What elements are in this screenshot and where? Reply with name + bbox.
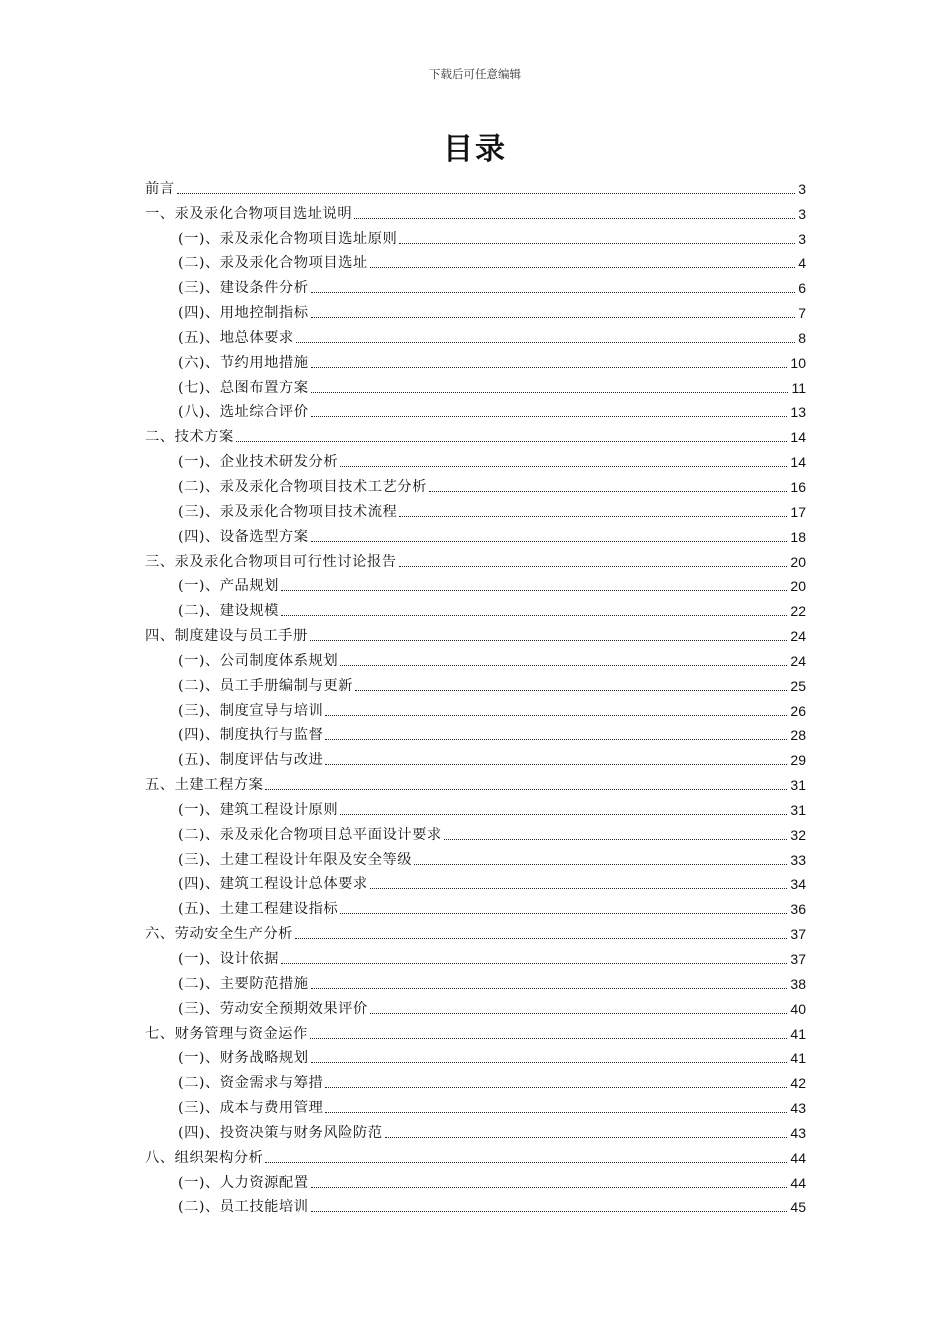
dot-leader <box>325 739 787 740</box>
toc-subentry[interactable] <box>145 1093 806 1118</box>
toc-subentry[interactable] <box>145 721 806 746</box>
toc-page-number: 29 <box>790 752 806 769</box>
toc-subentry[interactable] <box>145 845 806 870</box>
toc-page-number: 17 <box>790 503 806 520</box>
dot-leader <box>370 267 795 268</box>
dot-leader <box>295 938 787 939</box>
header-note: 下载后可任意编辑 <box>429 67 521 81</box>
toc-page-number: 41 <box>790 1025 806 1042</box>
toc-entry-text: (四)、用地控制指标 <box>178 305 309 322</box>
dot-leader <box>311 367 788 368</box>
dot-leader <box>414 864 787 865</box>
dot-leader <box>310 640 788 641</box>
toc-entry-text: (四)、建筑工程设计总体要求 <box>178 876 368 893</box>
dot-leader <box>311 1187 788 1188</box>
toc-entry-text: (五)、地总体要求 <box>178 329 294 346</box>
toc-entry-text: (二)、资金需求与筹措 <box>178 1075 324 1092</box>
toc-entry-text: (三)、劳动安全预期效果评价 <box>178 1000 368 1017</box>
dot-leader <box>311 317 796 318</box>
dot-leader <box>399 243 795 244</box>
toc-entry-text: (二)、员工技能培训 <box>178 1199 309 1216</box>
dot-leader <box>281 615 787 616</box>
toc-subentry[interactable] <box>145 1193 806 1218</box>
toc-entry[interactable] <box>145 199 806 224</box>
toc-entry[interactable] <box>145 621 806 646</box>
toc-page-number: 43 <box>790 1124 806 1141</box>
toc-page-number: 32 <box>790 826 806 843</box>
dot-leader <box>325 1112 787 1113</box>
dot-leader <box>311 541 788 542</box>
toc-entry-text: (三)、建设条件分析 <box>178 280 309 297</box>
toc-entry[interactable] <box>145 422 806 447</box>
toc-subentry[interactable] <box>145 398 806 423</box>
dot-leader <box>311 1062 788 1063</box>
toc-entry-text: (一)、设计依据 <box>178 951 279 967</box>
toc-page-number: 20 <box>790 553 806 570</box>
dot-leader <box>355 690 788 691</box>
toc-subentry[interactable] <box>145 373 806 398</box>
toc-subentry[interactable] <box>145 273 806 298</box>
toc-entry-text: (二)、汞及汞化合物项目总平面设计要求 <box>178 826 442 843</box>
dot-leader <box>444 839 788 840</box>
toc-subentry[interactable] <box>145 1118 806 1143</box>
dot-leader <box>325 1087 787 1088</box>
toc-subentry[interactable] <box>145 447 806 472</box>
toc-subentry[interactable] <box>145 994 806 1019</box>
dot-leader <box>311 292 796 293</box>
toc-entry-text: (三)、土建工程设计年限及安全等级 <box>178 851 413 868</box>
dot-leader <box>340 466 787 467</box>
dot-leader <box>340 665 787 666</box>
toc-entry[interactable] <box>145 174 806 199</box>
toc-entry[interactable] <box>145 770 806 795</box>
dot-leader <box>340 814 787 815</box>
toc-entry-text: (八)、选址综合评价 <box>178 404 309 421</box>
toc-entry[interactable] <box>145 1143 806 1168</box>
toc-entry-text: (六)、节约用地措施 <box>178 354 309 371</box>
toc-subentry[interactable] <box>145 820 806 845</box>
toc-entry-text: 八、组织架构分析 <box>145 1149 264 1166</box>
toc-subentry[interactable] <box>145 944 806 969</box>
toc-entry-text: (一)、企业技术研发分析 <box>178 454 339 471</box>
toc-subentry[interactable] <box>145 795 806 820</box>
toc-page-number: 7 <box>798 305 806 322</box>
toc-page-number: 14 <box>790 454 806 471</box>
dot-leader <box>340 913 787 914</box>
toc-page-number: 43 <box>790 1100 806 1117</box>
toc-entry-text: 六、劳动安全生产分析 <box>145 926 293 943</box>
toc-entry-text: (四)、设备选型方案 <box>178 528 309 545</box>
toc-page-number: 37 <box>790 951 806 967</box>
toc-subentry[interactable] <box>145 671 806 696</box>
dot-leader <box>177 193 796 194</box>
toc-page-number: 16 <box>790 478 806 495</box>
dot-leader <box>311 392 789 393</box>
dot-leader <box>399 566 788 567</box>
toc-page-number: 14 <box>790 429 806 446</box>
toc-subentry[interactable] <box>145 348 806 373</box>
toc-page-number: 44 <box>790 1174 806 1191</box>
toc-page-number: 38 <box>790 975 806 992</box>
toc-page-number: 18 <box>790 528 806 545</box>
toc-entry-text: (二)、主要防范措施 <box>178 975 309 992</box>
toc-subentry[interactable] <box>145 298 806 323</box>
toc-entry-text: (五)、土建工程建设指标 <box>178 901 339 918</box>
toc-page-number: 31 <box>790 777 806 794</box>
toc-subentry[interactable] <box>145 870 806 895</box>
toc-page-number: 44 <box>790 1149 806 1166</box>
toc-entry-text: (一)、汞及汞化合物项目选址原则 <box>178 230 398 247</box>
toc-entry-text: 四、制度建设与员工手册 <box>145 628 308 645</box>
toc-page-number: 13 <box>790 404 806 421</box>
toc-entry-text: 三、汞及汞化合物项目可行性讨论报告 <box>145 553 397 570</box>
toc-entry-text: (二)、汞及汞化合物项目选址 <box>178 255 368 272</box>
toc-page-number: 34 <box>790 876 806 893</box>
toc-page-number: 25 <box>790 677 806 694</box>
toc-entry-text: (一)、建筑工程设计原则 <box>178 801 339 818</box>
toc-entry-text: (三)、汞及汞化合物项目技术流程 <box>178 503 398 520</box>
toc-subentry[interactable] <box>145 969 806 994</box>
toc-subentry[interactable] <box>145 224 806 249</box>
toc-page-number: 8 <box>798 329 806 346</box>
toc-subentry[interactable] <box>145 696 806 721</box>
dot-leader <box>311 416 788 417</box>
toc-page-number: 4 <box>798 255 806 272</box>
toc-subentry[interactable] <box>145 646 806 671</box>
toc-entry[interactable] <box>145 919 806 944</box>
toc-entry-text: (三)、成本与费用管理 <box>178 1100 324 1117</box>
dot-leader <box>399 516 787 517</box>
toc-subentry[interactable] <box>145 522 806 547</box>
toc-entry-text: (二)、员工手册编制与更新 <box>178 677 353 694</box>
toc-page-number: 41 <box>790 1050 806 1067</box>
toc-page-number: 26 <box>790 702 806 719</box>
dot-leader <box>281 963 787 964</box>
toc-entry-text: (二)、建设规模 <box>178 603 279 620</box>
toc-subentry[interactable] <box>145 1168 806 1193</box>
table-of-contents <box>145 174 806 1217</box>
dot-leader <box>265 789 787 790</box>
dot-leader <box>265 1162 787 1163</box>
toc-page-number: 40 <box>790 1000 806 1017</box>
toc-subentry[interactable] <box>145 596 806 621</box>
toc-subentry[interactable] <box>145 894 806 919</box>
toc-title: 目录 <box>443 132 507 167</box>
toc-page-number: 36 <box>790 901 806 918</box>
dot-leader <box>310 1038 788 1039</box>
dot-leader <box>325 764 787 765</box>
dot-leader <box>296 342 795 343</box>
toc-entry-text: 二、技术方案 <box>145 429 234 446</box>
toc-subentry[interactable] <box>145 249 806 274</box>
toc-entry-text: (三)、制度宣导与培训 <box>178 702 324 719</box>
toc-subentry[interactable] <box>145 1044 806 1069</box>
toc-subentry[interactable] <box>145 572 806 597</box>
toc-entry-text: (四)、制度执行与监督 <box>178 727 324 744</box>
toc-page-number: 37 <box>790 926 806 943</box>
toc-entry-text: 一、汞及汞化合物项目选址说明 <box>145 205 353 222</box>
dot-leader <box>354 218 795 219</box>
dot-leader <box>385 1137 788 1138</box>
toc-page-number: 10 <box>790 354 806 371</box>
toc-entry-text: (四)、投资决策与财务风险防范 <box>178 1124 383 1141</box>
toc-entry[interactable] <box>145 547 806 572</box>
toc-page-number: 24 <box>790 628 806 645</box>
toc-page-number: 28 <box>790 727 806 744</box>
toc-subentry[interactable] <box>145 323 806 348</box>
toc-page-number: 3 <box>798 230 806 247</box>
toc-page-number: 3 <box>798 205 806 222</box>
toc-page-number: 45 <box>790 1199 806 1216</box>
toc-subentry[interactable] <box>145 1068 806 1093</box>
toc-page-number: 6 <box>798 280 806 297</box>
toc-page-number: 42 <box>790 1075 806 1092</box>
toc-entry-text: 前言 <box>145 180 175 197</box>
toc-entry-text: (七)、总图布置方案 <box>178 379 309 396</box>
toc-page-number: 33 <box>790 851 806 868</box>
dot-leader <box>325 715 787 716</box>
dot-leader <box>429 491 788 492</box>
toc-page-number: 3 <box>798 180 806 197</box>
dot-leader <box>236 441 788 442</box>
toc-entry-text: (二)、汞及汞化合物项目技术工艺分析 <box>178 478 427 495</box>
dot-leader <box>311 988 788 989</box>
toc-subentry[interactable] <box>145 472 806 497</box>
dot-leader <box>370 888 788 889</box>
toc-page-number: 11 <box>791 379 806 396</box>
dot-leader <box>311 1211 788 1212</box>
toc-entry-text: (一)、公司制度体系规划 <box>178 652 339 669</box>
toc-entry[interactable] <box>145 1019 806 1044</box>
dot-leader <box>370 1013 788 1014</box>
toc-subentry[interactable] <box>145 745 806 770</box>
toc-entry-text: (一)、人力资源配置 <box>178 1174 309 1191</box>
toc-page-number: 22 <box>790 603 806 620</box>
toc-entry-text: (五)、制度评估与改进 <box>178 752 324 769</box>
toc-subentry[interactable] <box>145 497 806 522</box>
toc-entry-text: (一)、财务战略规划 <box>178 1050 309 1067</box>
toc-entry-text: 七、财务管理与资金运作 <box>145 1025 308 1042</box>
toc-entry-text: (一)、产品规划 <box>178 578 279 595</box>
toc-page-number: 24 <box>790 652 806 669</box>
toc-page-number: 20 <box>790 578 806 595</box>
dot-leader <box>281 590 787 591</box>
toc-page-number: 31 <box>790 801 806 818</box>
toc-entry-text: 五、土建工程方案 <box>145 777 264 794</box>
